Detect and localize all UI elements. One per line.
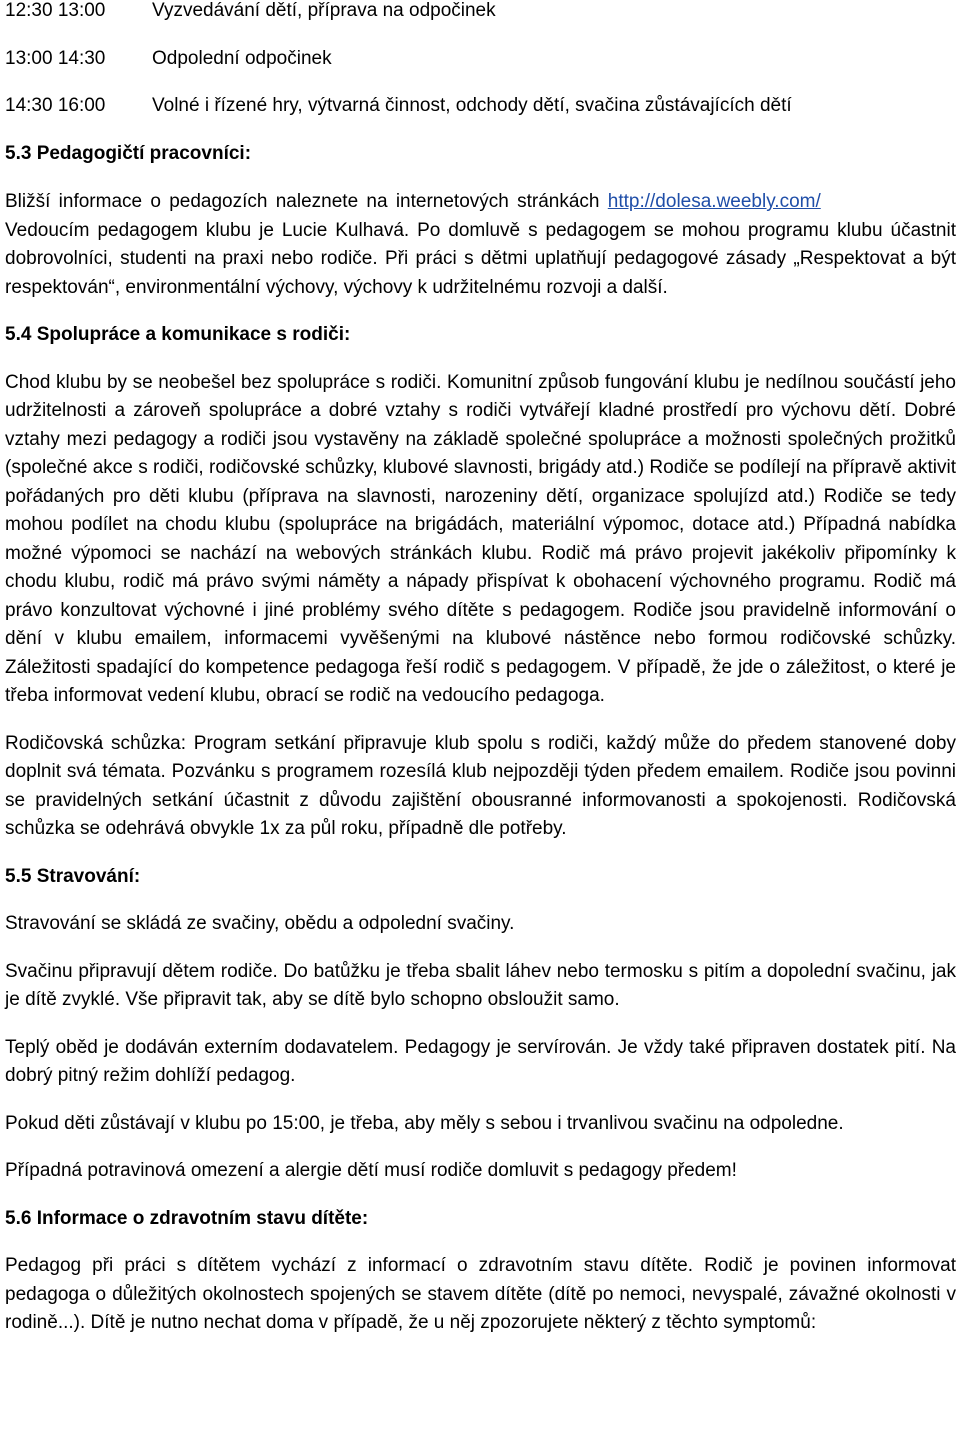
schedule-activity: Volné i řízené hry, výtvarná činnost, odchody dětí, svačina zůstávajících dětí [152,95,792,116]
schedule-time: 13:00 14:30 [5,47,106,69]
meals-paragraph-2: Svačinu připravují dětem rodiče. Do batůžku je třeba sbalit láhev nebo termosku s pitím a dopolední svačinu, jak je dítě zvyklé. Vše připravit tak, aby se dítě bylo schopno obsloužit samo. [5,960,956,1010]
schedule-activity: Odpolední odpočinek [152,47,332,69]
teachers-intro-text: Bližší informace o pedagozích naleznete na internetových stránkách [5,191,608,212]
section-heading-5-3: 5.3 Pedagogičtí pracovníci: [5,142,252,164]
document-page [5,0,956,1338]
schedule-time: 12:30 13:00 [5,0,106,21]
meals-paragraph-4: Pokud děti zůstávají v klubu po 15:00, je třeba, aby měly s sebou i trvanlivou svačinu na odpoledne. [5,1112,844,1134]
section-heading-5-5: 5.5 Stravování: [5,865,141,887]
meals-paragraph-1: Stravování se skládá ze svačiny, obědu a odpolední svačiny. [5,913,515,934]
parent-meeting-paragraph: Rodičovská schůzka: Program setkání připravuje klub spolu s rodiči, každý může do předem stanovené doby doplnit svá témata. Pozvánku s programem rozesílá klub nejpozději týden předem emailem. Rodiče jsou povinni se pravidelných setkání účastnit z důvodu zajištění obousranné informovanosti a spokojenosti. Rodičovská schůzka se odehrává obvykle 1x za půl roku, případně dle potřeby. [5,732,956,839]
meals-paragraph-3: Teplý oběd je dodáván externím dodavatelem. Pedagogy je servírován. Je vždy také připraven dostatek pití. Na dobrý pitný režim dohlíží pedagog. [5,1036,956,1086]
section-heading-5-6: 5.6 Informace o zdravotním stavu dítěte: [5,1207,369,1229]
schedule-activity: Vyzvedávání dětí, příprava na odpočinek [152,0,496,21]
section-heading-5-4: 5.4 Spolupráce a komunikace s rodiči: [5,324,351,345]
cooperation-paragraph: Chod klubu by se neobešel bez spolupráce s rodiči. Komunitní způsob fungování klubu je nedílnou součástí jeho udržitelnosti a zároveň spolupráce a dobré vztahy s rodiči vytvářejí kladné prostředí pro výchovu dětí. Dobré vztahy mezi pedagogy a rodiči jsou vystavěny na základě společné spolupráce a možnosti společných prožitků (společné akce s rodiči, rodičovské schůzky, klubové slavnosti, brigády atd.) Rodiče se podílejí na přípravě aktivit pořádaných pro děti klubu (příprava na slavnosti, narozeniny dětí, organizace spolujízd atd.) Rodiče se tedy mohou podílet na chodu klubu (spolupráce na brigádách, materiální výpomoc, dotace atd.) Případná nabídka možné výpomoci se nachází na webových stránkách klubu. Rodič má právo projevit jakékoliv připomínky k chodu klubu, rodič má právo svými náměty a nápady přispívat k obohacení výchovného programu. Rodič má právo konzultovat výchovné i jiné problémy svého dítěte s pedagogem. Rodiče jsou pravidelně informování o dění v klubu emailem, informacemi vyvěšenými na klubové nástěnce nebo formou rodičovské schůzky. Záležitosti spadající do kompetence pedagoga řeší rodič s pedagogem. V případě, že jde o záležitost, o které je třeba informovat vedení klubu, obrací se rodič na vedoucího pedagoga. [5,371,956,706]
teachers-paragraph: Vedoucím pedagogem klubu je Lucie Kulhavá. Po domluvě s pedagogem se mohou programu klubu účastnit dobrovolníci, studenti na praxi nebo rodiče. Při práci s dětmi uplatňují pedagogové zásady „Respektovat a být respektován“, environmentální výchovy, výchovy k udržitelnému rozvoji a další. [5,219,956,298]
club-website-link[interactable]: http://dolesa.weebly.com/ [607,191,821,212]
schedule-time: 14:30 16:00 [5,95,106,116]
schedule-row [5,92,956,121]
health-paragraph: Pedagog při práci s dítětem vychází z informací o zdravotním stavu dítěte. Rodič je povinen informovat pedagoga o důležitých okolnostech spojených se stavem dítěte (dítě po nemoci, nevyspalé, závažné okolnosti v rodině...). Dítě je nutno nechat doma v případě, že u něj zpozorujete některý z těchto symptomů: [5,1255,956,1333]
schedule-row [5,45,956,74]
schedule-row [5,0,956,26]
meals-paragraph-5: Případná potravinová omezení a alergie dětí musí rodiče domluvit s pedagogy předem! [5,1160,737,1181]
teachers-intro [5,188,956,217]
